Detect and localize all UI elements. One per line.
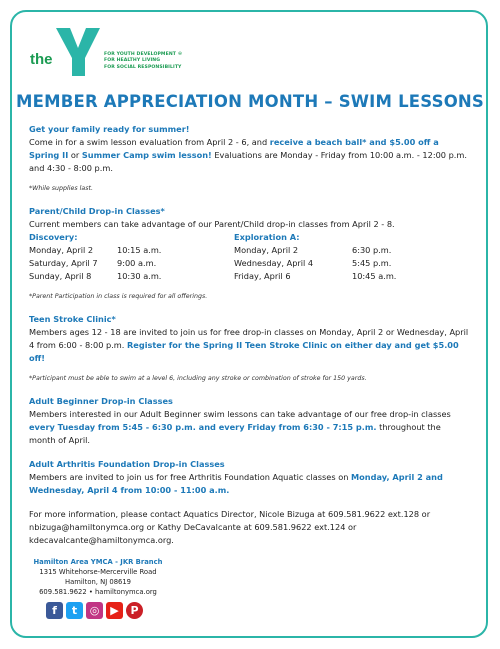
twitter-icon[interactable]: t bbox=[66, 602, 83, 619]
brand-tagline: FOR YOUTH DEVELOPMENT ® FOR HEALTHY LIVING FOR SOCIAL RESPONSIBILITY bbox=[104, 52, 183, 70]
parent-child-heading: Parent/Child Drop-in Classes* bbox=[29, 206, 165, 216]
pinterest-icon[interactable]: P bbox=[126, 602, 143, 619]
adult-text: Members interested in our Adult Beginner swim lessons can take advantage of our free drop-in classes every Tuesday from 5:45 - 6:30 p.m. and every Friday from 6:30 - 7:15 p.m. throughout the month of April. bbox=[29, 409, 451, 445]
discovery-schedule: Discovery: Monday, April 2 10:15 a.m. Saturday, April 7 9:00 a.m. Sunday, April 8 10:30 a.m. bbox=[29, 231, 234, 283]
intro-heading: Get your family ready for summer! bbox=[29, 124, 190, 134]
logo-ymca: YMCA bbox=[84, 57, 93, 71]
contact-text: For more information, please contact Aquatics Director, Nicole Bizuga at 609.581.9622 ext.128 or nbizuga@hamiltonymca.org or Kathy DeCavalcante at 609.581.9622 ext.124 or kdecavalcante@hamiltonymca.org. bbox=[29, 509, 431, 545]
content bbox=[29, 123, 469, 547]
list-item: Monday, April 2 6:30 p.m. bbox=[234, 245, 392, 255]
teen-text: Members ages 12 - 18 are invited to join us for free drop-in classes on Monday, April 2 or Wednesday, April 4 from 6:00 - 8:00 p.m. Register for the Spring II Teen Stroke Clinic on either day and get $5.00 off! bbox=[29, 327, 469, 363]
parent-child-note: *Parent Participation in class is required for all offerings. bbox=[29, 293, 208, 300]
intro-text: Come in for a swim lesson evaluation from April 2 - 6, and receive a beach ball* and $5.00 off a Spring II or Summer Camp swim lesson! Evaluations are Monday - Friday from 10:00 a.m. - 12:00 p.m. and 4:30 - 8:00 p.m. bbox=[29, 137, 467, 173]
youtube-icon[interactable]: ▶ bbox=[106, 602, 123, 619]
intro-note: *While supplies last. bbox=[29, 185, 94, 192]
teen-note: *Participant must be able to swim at a level 6, including any stroke or combination of stroke for 150 yards. bbox=[29, 375, 367, 382]
page-title: MEMBER APPRECIATION MONTH – SWIM LESSONS bbox=[15, 92, 485, 111]
parent-child-text: Current members can take advantage of our Parent/Child drop-in classes from April 2 - 8. bbox=[29, 219, 395, 229]
branch-address: Hamilton Area YMCA - JKR Branch 1315 Whitehorse-Mercerville Road Hamilton, NJ 08619 609.581.9622 • hamiltonymca.org bbox=[33, 558, 163, 596]
list-item: Friday, April 6 10:45 a.m. bbox=[234, 271, 397, 281]
exploration-schedule: Exploration A: Monday, April 2 6:30 p.m. Wednesday, April 4 5:45 p.m. Friday, April 6 10:45 a.m. bbox=[234, 231, 439, 283]
arthritis-heading: Adult Arthritis Foundation Drop-in Classes bbox=[29, 459, 225, 469]
list-item: Monday, April 2 10:15 a.m. bbox=[29, 245, 162, 255]
facebook-icon[interactable]: f bbox=[46, 602, 63, 619]
instagram-icon[interactable]: ◎ bbox=[86, 602, 103, 619]
schedule bbox=[29, 231, 469, 283]
list-item: Wednesday, April 4 5:45 p.m. bbox=[234, 258, 392, 268]
list-item: Saturday, April 7 9:00 a.m. bbox=[29, 258, 157, 268]
branch-name: Hamilton Area YMCA - JKR Branch bbox=[33, 558, 163, 566]
logo-text: the bbox=[30, 51, 53, 68]
list-item: Sunday, April 8 10:30 a.m. bbox=[29, 271, 162, 281]
social-icons bbox=[46, 602, 143, 619]
ymca-logo bbox=[30, 26, 110, 78]
arthritis-text: Members are invited to join us for free Arthritis Foundation Aquatic classes on Monday, April 2 and Wednesday, April 4 from 10:00 - 11:00 a.m. bbox=[29, 472, 443, 495]
adult-heading: Adult Beginner Drop-in Classes bbox=[29, 396, 173, 406]
teen-heading: Teen Stroke Clinic* bbox=[29, 314, 116, 324]
